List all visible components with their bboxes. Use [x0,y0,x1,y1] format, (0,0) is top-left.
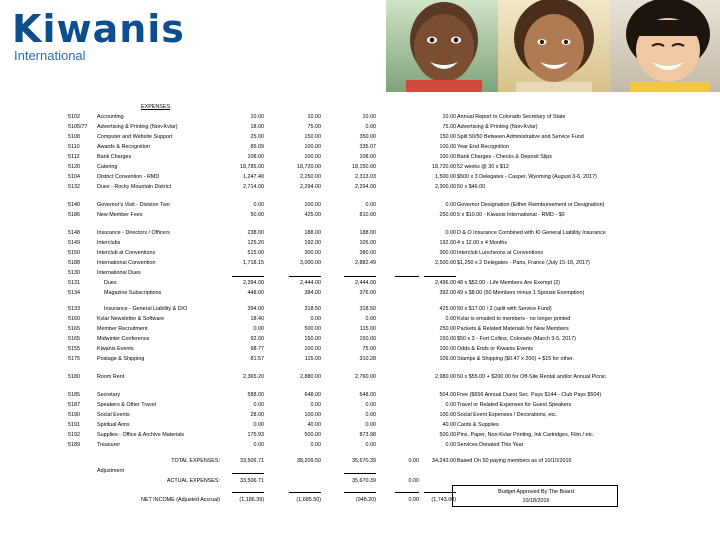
row-note: $50 x 3 - Fort Collins, Colorado (March 3-5, 2017) [457,336,576,342]
row-note: Cards & Supplies [457,422,499,428]
column-rule [344,276,376,277]
actual-expenses-label: ACTUAL EXPENSES: [166,478,220,484]
row-c2: 150.00 [304,336,321,342]
row-code: 5165 [68,326,80,332]
row-desc: Kvlar Newsletter & Software [97,316,165,322]
row-c3: 108.00 [359,154,376,160]
row-c3: 10.00 [362,114,376,120]
row-c3: 310.28 [359,356,376,362]
row-c1: 0.00 [253,442,264,448]
row-note: 49 x $8.00 (50 Members minus 1 Spouse Exemption) [457,290,585,296]
row-desc: Governor's Visit - Division Two [97,202,170,208]
row-note: Governor Designation (Either Reimbursement or Designation) [457,202,605,208]
row-c1: 394.00 [247,306,264,312]
row-c2: 384.00 [304,290,321,296]
column-rule [289,276,321,277]
logo-wordmark: Kiwanis [12,7,185,51]
row-code: 5192 [68,432,80,438]
row-c2: 75.00 [307,124,321,130]
row-note: 50 x $17.00 / 2 (split with Service Fund) [457,306,552,312]
row-c2: 500.00 [304,326,321,332]
row-c3: 0.00 [365,422,376,428]
row-note: Kvlar is emailed to members - no longer printed [457,316,571,322]
row-desc: Kiwanis Events [97,346,134,352]
row-code: 5105/77 [68,124,88,130]
total-expenses-c2: 38,209.50 [297,458,321,464]
expenses-heading: EXPENSES [141,104,171,110]
net-income-c5: (1,743.00) [431,497,456,503]
row-desc: Postage & Shipping [97,356,145,362]
row-note: $500 x 3 Delegates - Casper, Wyoming (August 3-6, 2017) [457,174,597,180]
row-code: 5102 [68,114,80,120]
row-desc: Insurance - Directors / Officers [97,230,170,236]
row-c5: 250.00 [439,326,456,332]
row-c5: 392.00 [439,290,456,296]
row-c3: 873.98 [359,432,376,438]
row-code: 5140 [68,202,80,208]
row-note: Packets & Related Materials for New Members [457,326,569,332]
row-desc: Treasurer [97,442,121,448]
column-rule [232,276,264,277]
row-c5: 0.00 [445,442,456,448]
budget-approval-text: Budget Approved By The Board [498,489,574,495]
row-desc: Room Rent [97,374,125,380]
row-code: 5185 [68,392,80,398]
row-c5: 250.00 [439,212,456,218]
row-desc: Awards & Recognition [97,144,150,150]
row-code: 5155 [68,346,80,352]
total-expenses-note: Based On 50 paying members as of 10/10/2016 [457,458,572,464]
row-c2: 3,000.00 [300,260,321,266]
row-c1: 588.00 [247,392,264,398]
row-note: Services Donated This Year [457,442,524,448]
net-income-c2: (1,685.50) [296,497,321,503]
row-c1: 238.00 [247,230,264,236]
row-desc: New Member Fees [97,212,143,218]
row-c3: 0.00 [365,316,376,322]
row-c5: 1,500.00 [435,174,456,180]
row-code: 5112 [68,154,80,160]
row-note: Year End Recognition [457,144,509,150]
row-c5: 300.00 [439,250,456,256]
row-c5: 0.00 [445,230,456,236]
row-c3: 2,313.03 [355,174,376,180]
row-c3: 2,444.00 [355,280,376,286]
row-note: 48 x $52.00 - Life Members Are Exempt (2) [457,280,561,286]
row-code: 5188 [68,260,80,266]
row-code: 5189 [68,442,80,448]
row-c1: 18,785.00 [240,164,264,170]
row-c2: 0.00 [310,316,321,322]
row-c5: 100.00 [439,154,456,160]
row-c1: 25.00 [250,134,264,140]
row-c2: 150.00 [304,134,321,140]
row-code: 5132 [68,184,80,190]
row-c3: 335.07 [359,144,376,150]
row-c2: 100.00 [304,154,321,160]
row-note: $1,250 x 2 Delegates - Paris, France (July 15-18, 2017) [457,260,590,266]
column-rule [395,276,419,277]
row-c1: 1,247.40 [243,174,264,180]
row-note: Interclub Luncheons at Conventions [457,250,544,256]
row-c3: 105.00 [359,240,376,246]
row-c2: 18,720.00 [297,164,321,170]
budget-approval-date: 10/18/2016 [522,498,550,504]
net-income-c1: (1,186.39) [239,497,264,503]
row-c5: 150.00 [439,336,456,342]
logo-subtitle: International [14,48,86,63]
row-desc: Dues [104,280,117,286]
row-c2: 10.00 [307,114,321,120]
row-note: Stamps & Shipping ($0.47 x 200) + $15 for other. [457,356,575,362]
row-c2: 2,444.00 [300,280,321,286]
row-c1: 2,714.00 [243,184,264,190]
row-c2: 425.00 [304,212,321,218]
row-note: Odds & Ends or Kiwanis Events [457,346,534,352]
row-code: 5160 [68,316,80,322]
budget-approval-box [452,485,618,507]
row-c5: 504.00 [439,392,456,398]
row-c2: 2,880.00 [300,374,321,380]
row-c1: 92.00 [250,336,264,342]
row-note: D & O Insurance Combined with KI General Liability Insurance [457,230,606,236]
adjustment-label: Adjustment [97,468,124,474]
row-c5: 18,720.00 [432,164,456,170]
row-c2: 188.00 [304,230,321,236]
row-code: 5148 [68,230,80,236]
row-c5: 0.00 [445,202,456,208]
row-c1: 0.00 [253,326,264,332]
row-c1: 2,394.00 [243,280,264,286]
row-c5: 0.00 [445,402,456,408]
row-c1: 98.77 [250,346,264,352]
row-c5: 10.00 [442,114,456,120]
row-c5: 109.00 [439,356,456,362]
row-note: Social Event Expenses / Decorations, etc. [457,412,558,418]
row-c5: 2,496.00 [435,280,456,286]
row-code: 5150 [68,250,80,256]
row-c2: 100.00 [304,202,321,208]
row-c2: 192.00 [304,240,321,246]
row-desc: Accounting [97,114,124,120]
row-desc: International Convention [97,260,156,266]
row-note: Bank Charges - Checks & Deposit Slips [457,154,552,160]
row-c1: 2,365.20 [243,374,264,380]
row-c5: 40.00 [442,422,456,428]
row-desc: Computer and Website Support [97,134,173,140]
kiwanis-logo [12,7,185,68]
row-note: Annual Report to Colorado Secretary of State [457,114,566,120]
row-c5: 100.00 [439,144,456,150]
row-code: 5110 [68,144,80,150]
row-c3: 0.00 [365,442,376,448]
row-c5: 2,980.00 [435,374,456,380]
row-c3: 75.00 [362,346,376,352]
row-code: 5134 [68,290,80,296]
row-note: Advertising & Printing (Non-Kvlar) [457,124,538,130]
row-c1: 18.40 [250,316,264,322]
row-c2: 2,294.00 [300,184,321,190]
row-code: 5180 [68,374,80,380]
row-c1: 0.00 [253,422,264,428]
row-desc: Magazine Subscriptions [104,290,162,296]
row-desc: Bank Charges [97,154,132,160]
row-desc: Advertising & Printing (Non-Kvlar) [97,124,178,130]
children-photo-image [386,0,720,92]
row-c1: 81.57 [250,356,264,362]
row-c3: 0.00 [365,402,376,408]
row-desc: District Convention - RMD [97,174,160,180]
row-c3: 810.00 [359,212,376,218]
row-c1: 175.93 [247,432,264,438]
row-desc: Midwinter Conference [97,336,150,342]
total-expenses-c3: 35,670.39 [352,458,376,464]
row-c5: 2,500.00 [435,260,456,266]
row-code: 5186 [68,212,80,218]
row-note: Pins, Paper, Non-Kvlar Printing, Ink Cartridges, Film / etc. [457,432,595,438]
row-c2: 100.00 [304,346,321,352]
row-note: Free ($656 Annual Dues) Sec. Pays $144 - Club Pays $504) [457,392,602,398]
row-code: 5130 [68,270,80,276]
row-c3: 318.50 [359,306,376,312]
row-c2: 2,250.00 [300,174,321,180]
row-c3: 648.00 [359,392,376,398]
row-note: 50 x $55.00 + $200.00 for Off-Site Rental and/or Annual Picnic [457,374,606,380]
row-c3: 2,882.49 [355,260,376,266]
row-desc: Spiritual Aims [97,422,130,428]
row-c2: 100.00 [304,412,321,418]
row-c5: 150.00 [439,134,456,140]
row-c1: 85.09 [250,144,264,150]
total-expenses-label: TOTAL EXPENSES: [171,458,220,464]
column-rule [424,276,456,277]
row-desc: Insurance - General Liability & D/O [104,306,188,312]
row-c3: 2,294.00 [355,184,376,190]
row-c3: 2,760.00 [355,374,376,380]
row-desc: Interclub at Conventions [97,250,156,256]
row-c3: 115.00 [359,326,376,332]
total-expenses-c5: 34,243.00 [432,458,456,464]
row-code: 5149 [68,240,80,246]
row-c1: 10.00 [250,114,264,120]
row-desc: Social Events [97,412,130,418]
row-note: 52 weeks @ 30 x $12 [457,164,509,170]
row-note: 50 x $46.00 [457,184,486,190]
row-note: Travel or Related Expenses for Guest Speakers [457,402,572,408]
row-code: 5133 [68,306,80,312]
total-expenses-c4: 0.00 [408,458,419,464]
row-c3: 0.00 [365,124,376,130]
row-c3: 150.00 [359,336,376,342]
row-c5: 100.00 [439,346,456,352]
row-c3: 0.00 [365,202,376,208]
row-c3: 350.00 [359,134,376,140]
row-desc: Member Recruitment [97,326,148,332]
page-header [0,0,720,92]
row-c1: 108.00 [247,154,264,160]
actual-expenses-c1: 33,506.71 [240,478,264,484]
row-c2: 648.00 [304,392,321,398]
row-c3: 188.00 [359,230,376,236]
row-desc: Speakers & Other Travel [97,402,157,408]
row-c2: 318.50 [304,306,321,312]
row-c3: 376.00 [359,290,376,296]
row-code: 5187 [68,402,80,408]
row-c1: 18.00 [250,124,264,130]
row-c3: 18,150.00 [352,164,376,170]
row-c2: 0.00 [310,442,321,448]
row-c5: 425.00 [439,306,456,312]
row-c2: 100.00 [304,144,321,150]
row-desc: Interclubs [97,240,121,246]
row-code: 5191 [68,422,80,428]
row-c5: 2,300.00 [435,184,456,190]
net-income-c4: 0.00 [408,497,419,503]
net-income-c3: (948.20) [355,497,376,503]
row-c3: 380.00 [359,250,376,256]
row-c2: 500.00 [304,432,321,438]
expense-ledger [0,102,720,540]
row-c2: 0.00 [310,402,321,408]
row-code: 5175 [68,356,80,362]
row-c1: 125.20 [247,240,264,246]
row-desc: International Dues [97,270,141,276]
children-photo-banner [386,0,720,92]
row-c1: 0.00 [253,202,264,208]
row-c5: 75.00 [442,124,456,130]
row-c2: 115.00 [304,356,321,362]
row-desc: Catering [97,164,118,170]
row-note: 5 x $10.00 - Kiwanis International - RMD - $0 [457,212,565,218]
row-c1: 28.00 [250,412,264,418]
row-c1: 1,718.15 [243,260,264,266]
row-c1: 0.00 [253,402,264,408]
row-c3: 0.00 [365,412,376,418]
row-c5: 192.00 [439,240,456,246]
row-c1: 448.00 [247,290,264,296]
row-code: 5120 [68,164,80,170]
row-c5: 100.00 [439,412,456,418]
row-code: 5190 [68,412,80,418]
row-desc: Secretary [97,392,121,398]
row-c2: 40.00 [307,422,321,428]
row-c5: 0.00 [445,316,456,322]
row-c1: 515.00 [247,250,264,256]
actual-expenses-c3: 35,670.39 [352,478,376,484]
row-c1: 50.00 [250,212,264,218]
row-code: 5165 [68,336,80,342]
row-note: 4 x 12.00 x 4 Months [457,240,508,246]
total-expenses-c1: 33,506.71 [240,458,264,464]
net-income-label: NET INCOME (Adjusted Accrual) [141,497,220,503]
row-c5: 500.00 [439,432,456,438]
row-code: 5108 [68,134,80,140]
row-code: 5104 [68,174,80,180]
row-note: Split 50/50 Between Administrative and Service Fund [457,134,584,140]
row-desc: Dues - Rocky Mountain District [97,184,171,190]
row-desc: Supplies - Office & Archive Materials [97,432,185,438]
actual-expenses-c4: 0.00 [408,478,419,484]
row-code: 5131 [68,280,80,286]
row-c2: 300.00 [304,250,321,256]
